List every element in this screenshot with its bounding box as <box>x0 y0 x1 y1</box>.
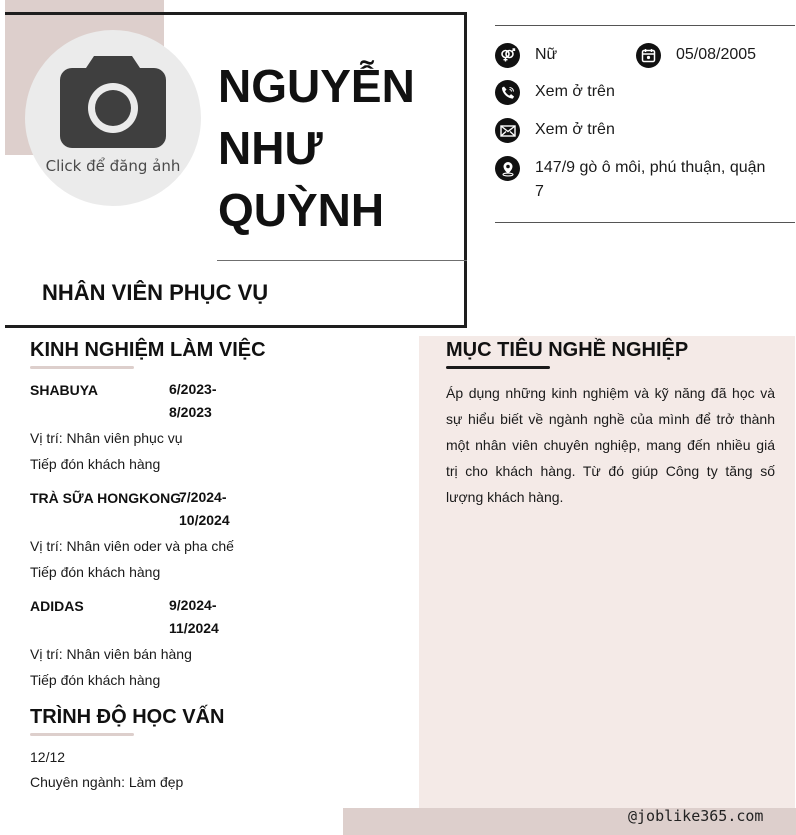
gender-icon <box>495 43 520 68</box>
experience-position: Vị trí: Nhân viên bán hàng <box>30 646 192 662</box>
phone-icon <box>495 80 520 105</box>
email-value: Xem ở trên <box>535 121 615 138</box>
birthday-value: 05/08/2005 <box>676 46 757 63</box>
name-line: QUỲNH <box>218 184 385 236</box>
name-line: NHƯ <box>218 122 323 174</box>
experience-date-from: 6/2023- <box>169 381 217 397</box>
email-row <box>495 118 615 143</box>
email-icon <box>495 118 520 143</box>
education-major: Chuyên ngành: Làm đẹp <box>30 774 184 790</box>
experience-position: Vị trí: Nhân viên phục vụ <box>30 430 183 446</box>
address-row <box>495 156 765 204</box>
objective-title: MỤC TIÊU NGHỀ NGHIỆP <box>446 339 689 361</box>
experience-task: Tiếp đón khách hàng <box>30 672 161 688</box>
address-value <box>535 156 765 204</box>
experience-position: Vị trí: Nhân viên oder và pha chế <box>30 538 234 554</box>
experience-company: TRÀ SỮA HONGKONG <box>30 490 182 506</box>
objective-text: Áp dụng những kinh nghiệm và kỹ năng đã học và sự hiểu biết về ngành nghề của mình để trở thành một nhân viên chuyên nghiệp, mang đến nhiều giá trị cho khách hàng. Từ đó giúp Công ty tăng số lượng khách hàng. <box>446 385 775 505</box>
experience-underline <box>30 366 134 369</box>
avatar-caption: Click để đăng ảnh <box>45 157 181 175</box>
experience-task: Tiếp đón khách hàng <box>30 456 161 472</box>
watermark: @joblike365.com <box>628 807 764 825</box>
camera-icon <box>60 56 166 153</box>
birthday-row <box>636 43 756 68</box>
experience-company: SHABUYA <box>30 382 98 398</box>
experience-date-to: 11/2024 <box>169 620 219 636</box>
education-level: 12/12 <box>30 749 66 765</box>
experience-date-from: 7/2024- <box>179 489 227 505</box>
name-line: NGUYỄN <box>218 60 415 112</box>
education-title: TRÌNH ĐỘ HỌC VẤN <box>30 706 225 728</box>
name-divider <box>217 260 467 261</box>
address-line-2: 7 <box>535 183 544 200</box>
experience-date-to: 8/2023 <box>169 404 212 420</box>
location-icon <box>495 156 520 181</box>
contact-info <box>495 25 795 223</box>
gender-row <box>495 43 557 68</box>
calendar-icon <box>636 43 661 68</box>
experience-company: ADIDAS <box>30 598 84 614</box>
objective-underline <box>446 366 550 369</box>
experience-date <box>179 486 230 532</box>
full-name <box>218 55 458 241</box>
job-title: NHÂN VIÊN PHỤC VỤ <box>42 280 269 305</box>
education-underline <box>30 733 134 736</box>
experience-date-from: 9/2024- <box>169 597 217 613</box>
experience-title: KINH NGHIỆM LÀM VIỆC <box>30 339 266 361</box>
experience-date <box>169 594 219 640</box>
experience-date-to: 10/2024 <box>179 512 230 528</box>
address-line-1: 147/9 gò ô môi, phú thuận, quận <box>535 159 766 176</box>
phone-value: Xem ở trên <box>535 83 615 100</box>
phone-row <box>495 80 615 105</box>
experience-date <box>169 378 216 424</box>
gender-value: Nữ <box>535 46 558 63</box>
experience-task: Tiếp đón khách hàng <box>30 564 161 580</box>
avatar-upload[interactable] <box>25 30 201 206</box>
